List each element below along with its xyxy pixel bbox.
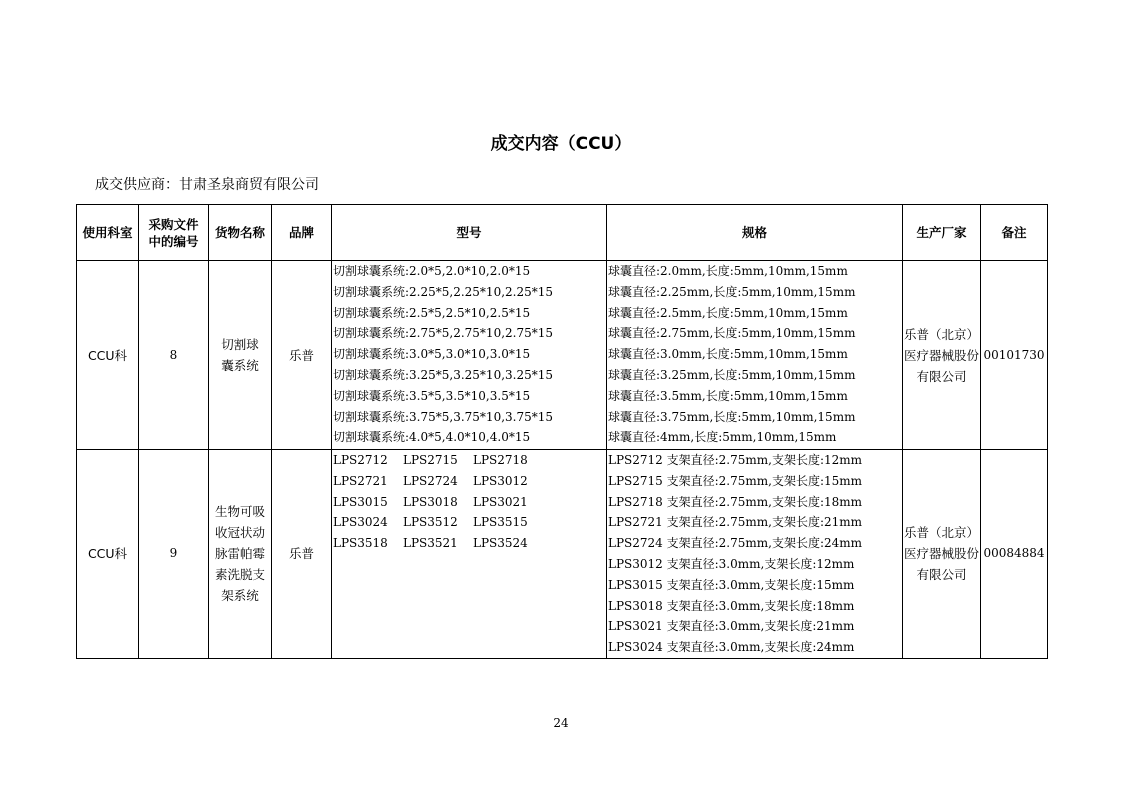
- list-item: LPS3012 支架直径:3.0mm,支架长度:12mm: [608, 556, 855, 571]
- list-item: 球囊直径:3.75mm,长度:5mm,10mm,15mm: [608, 409, 856, 424]
- model-code: LPS3512: [403, 515, 458, 530]
- model-code: LPS3515: [473, 515, 528, 530]
- model-code: LPS3524: [473, 536, 528, 551]
- list-item: 切割球囊系统:3.25*5,3.25*10,3.25*15: [333, 367, 554, 382]
- model-code: LPS3521: [403, 536, 458, 551]
- list-item: 切割球囊系统:3.0*5,3.0*10,3.0*15: [333, 347, 531, 362]
- cell-remark: 00084884: [981, 450, 1048, 659]
- list-item: LPS2712 支架直径:2.75mm,支架长度:12mm: [608, 453, 863, 467]
- cell-remark: 00101730: [981, 261, 1048, 450]
- list-item: 切割球囊系统:2.75*5,2.75*10,2.75*15: [333, 326, 554, 341]
- model-code: LPS3018: [403, 494, 458, 509]
- cell-manufacturer: 乐普（北京）医疗器械股份有限公司: [903, 261, 981, 450]
- page-number: 24: [553, 716, 569, 730]
- list-item: 切割球囊系统:2.25*5,2.25*10,2.25*15: [333, 284, 554, 299]
- list-item: LPS2721 支架直径:2.75mm,支架长度:21mm: [608, 515, 863, 530]
- cell-goods: 切割球囊系统: [209, 261, 272, 450]
- list-item: 球囊直径:4mm,长度:5mm,10mm,15mm: [608, 430, 837, 445]
- model-code: LPS2721: [333, 473, 388, 488]
- model-code: LPS3015: [333, 494, 388, 509]
- list-item: 切割球囊系统:2.0*5,2.0*10,2.0*15: [333, 264, 531, 278]
- list-item: [332, 533, 606, 554]
- list-item: 球囊直径:2.0mm,长度:5mm,10mm,15mm: [608, 264, 848, 278]
- list-item: 球囊直径:2.5mm,长度:5mm,10mm,15mm: [608, 305, 848, 320]
- table-row: [77, 450, 1048, 659]
- model-code: LPS3021: [473, 494, 528, 509]
- list-item: 球囊直径:3.25mm,长度:5mm,10mm,15mm: [608, 367, 856, 382]
- list-item: 切割球囊系统:4.0*5,4.0*10,4.0*15: [333, 430, 531, 445]
- list-item: [332, 512, 606, 533]
- header-brand: 品牌: [272, 205, 332, 261]
- list-item: 切割球囊系统:3.75*5,3.75*10,3.75*15: [333, 409, 554, 424]
- list-item: [332, 471, 606, 492]
- model-code: LPS3024: [333, 515, 388, 530]
- cell-manufacturer: 乐普（北京）医疗器械股份有限公司: [903, 450, 981, 659]
- cell-number: 9: [139, 450, 209, 659]
- list-item: 球囊直径:3.5mm,长度:5mm,10mm,15mm: [608, 388, 848, 403]
- model-code: LPS3518: [333, 536, 388, 551]
- header-manufacturer: 生产厂家: [903, 205, 981, 261]
- list-item: 球囊直径:3.0mm,长度:5mm,10mm,15mm: [608, 347, 848, 362]
- header-spec: 规格: [607, 205, 903, 261]
- list-item: 切割球囊系统:3.5*5,3.5*10,3.5*15: [333, 388, 531, 403]
- header-row: [77, 205, 1048, 261]
- list-item: LPS2718 支架直径:2.75mm,支架长度:18mm: [608, 494, 863, 509]
- cell-department: CCU科: [77, 450, 139, 659]
- cell-models: [332, 450, 607, 659]
- list-item: 球囊直径:2.75mm,长度:5mm,10mm,15mm: [608, 326, 856, 341]
- model-code: LPS2715: [403, 453, 458, 467]
- cell-brand: 乐普: [272, 450, 332, 659]
- header-goods: 货物名称: [209, 205, 272, 261]
- list-item: 切割球囊系统:2.5*5,2.5*10,2.5*15: [333, 305, 531, 320]
- header-number: 采购文件中的编号: [139, 205, 209, 261]
- model-code: LPS2712: [333, 453, 388, 467]
- model-code: LPS2724: [403, 473, 458, 488]
- list-item: 球囊直径:2.25mm,长度:5mm,10mm,15mm: [608, 284, 856, 299]
- contract-table: [76, 204, 1048, 659]
- list-item: [332, 450, 606, 471]
- cell-goods: 生物可吸收冠状动脉雷帕霉素洗脱支架系统: [209, 450, 272, 659]
- header-remark: 备注: [981, 205, 1048, 261]
- list-item: LPS3018 支架直径:3.0mm,支架长度:18mm: [608, 598, 855, 613]
- model-code: LPS3012: [473, 473, 528, 488]
- supplier-line: 成交供应商：甘肃圣泉商贸有限公司: [95, 177, 319, 193]
- cell-models: [332, 261, 607, 450]
- list-item: LPS3024 支架直径:3.0mm,支架长度:24mm: [608, 640, 855, 655]
- page-title: 成交内容（CCU）: [490, 134, 632, 154]
- model-code: LPS2718: [473, 453, 528, 467]
- cell-specs: [607, 261, 903, 450]
- table-row: [77, 261, 1048, 450]
- list-item: LPS2724 支架直径:2.75mm,支架长度:24mm: [608, 536, 863, 551]
- cell-number: 8: [139, 261, 209, 450]
- cell-brand: 乐普: [272, 261, 332, 450]
- list-item: LPS3021 支架直径:3.0mm,支架长度:21mm: [608, 619, 855, 634]
- list-item: LPS3015 支架直径:3.0mm,支架长度:15mm: [608, 577, 855, 592]
- cell-specs: [607, 450, 903, 659]
- cell-department: CCU科: [77, 261, 139, 450]
- list-item: LPS2715 支架直径:2.75mm,支架长度:15mm: [608, 473, 863, 488]
- header-model: 型号: [332, 205, 607, 261]
- header-department: 使用科室: [77, 205, 139, 261]
- list-item: [332, 492, 606, 513]
